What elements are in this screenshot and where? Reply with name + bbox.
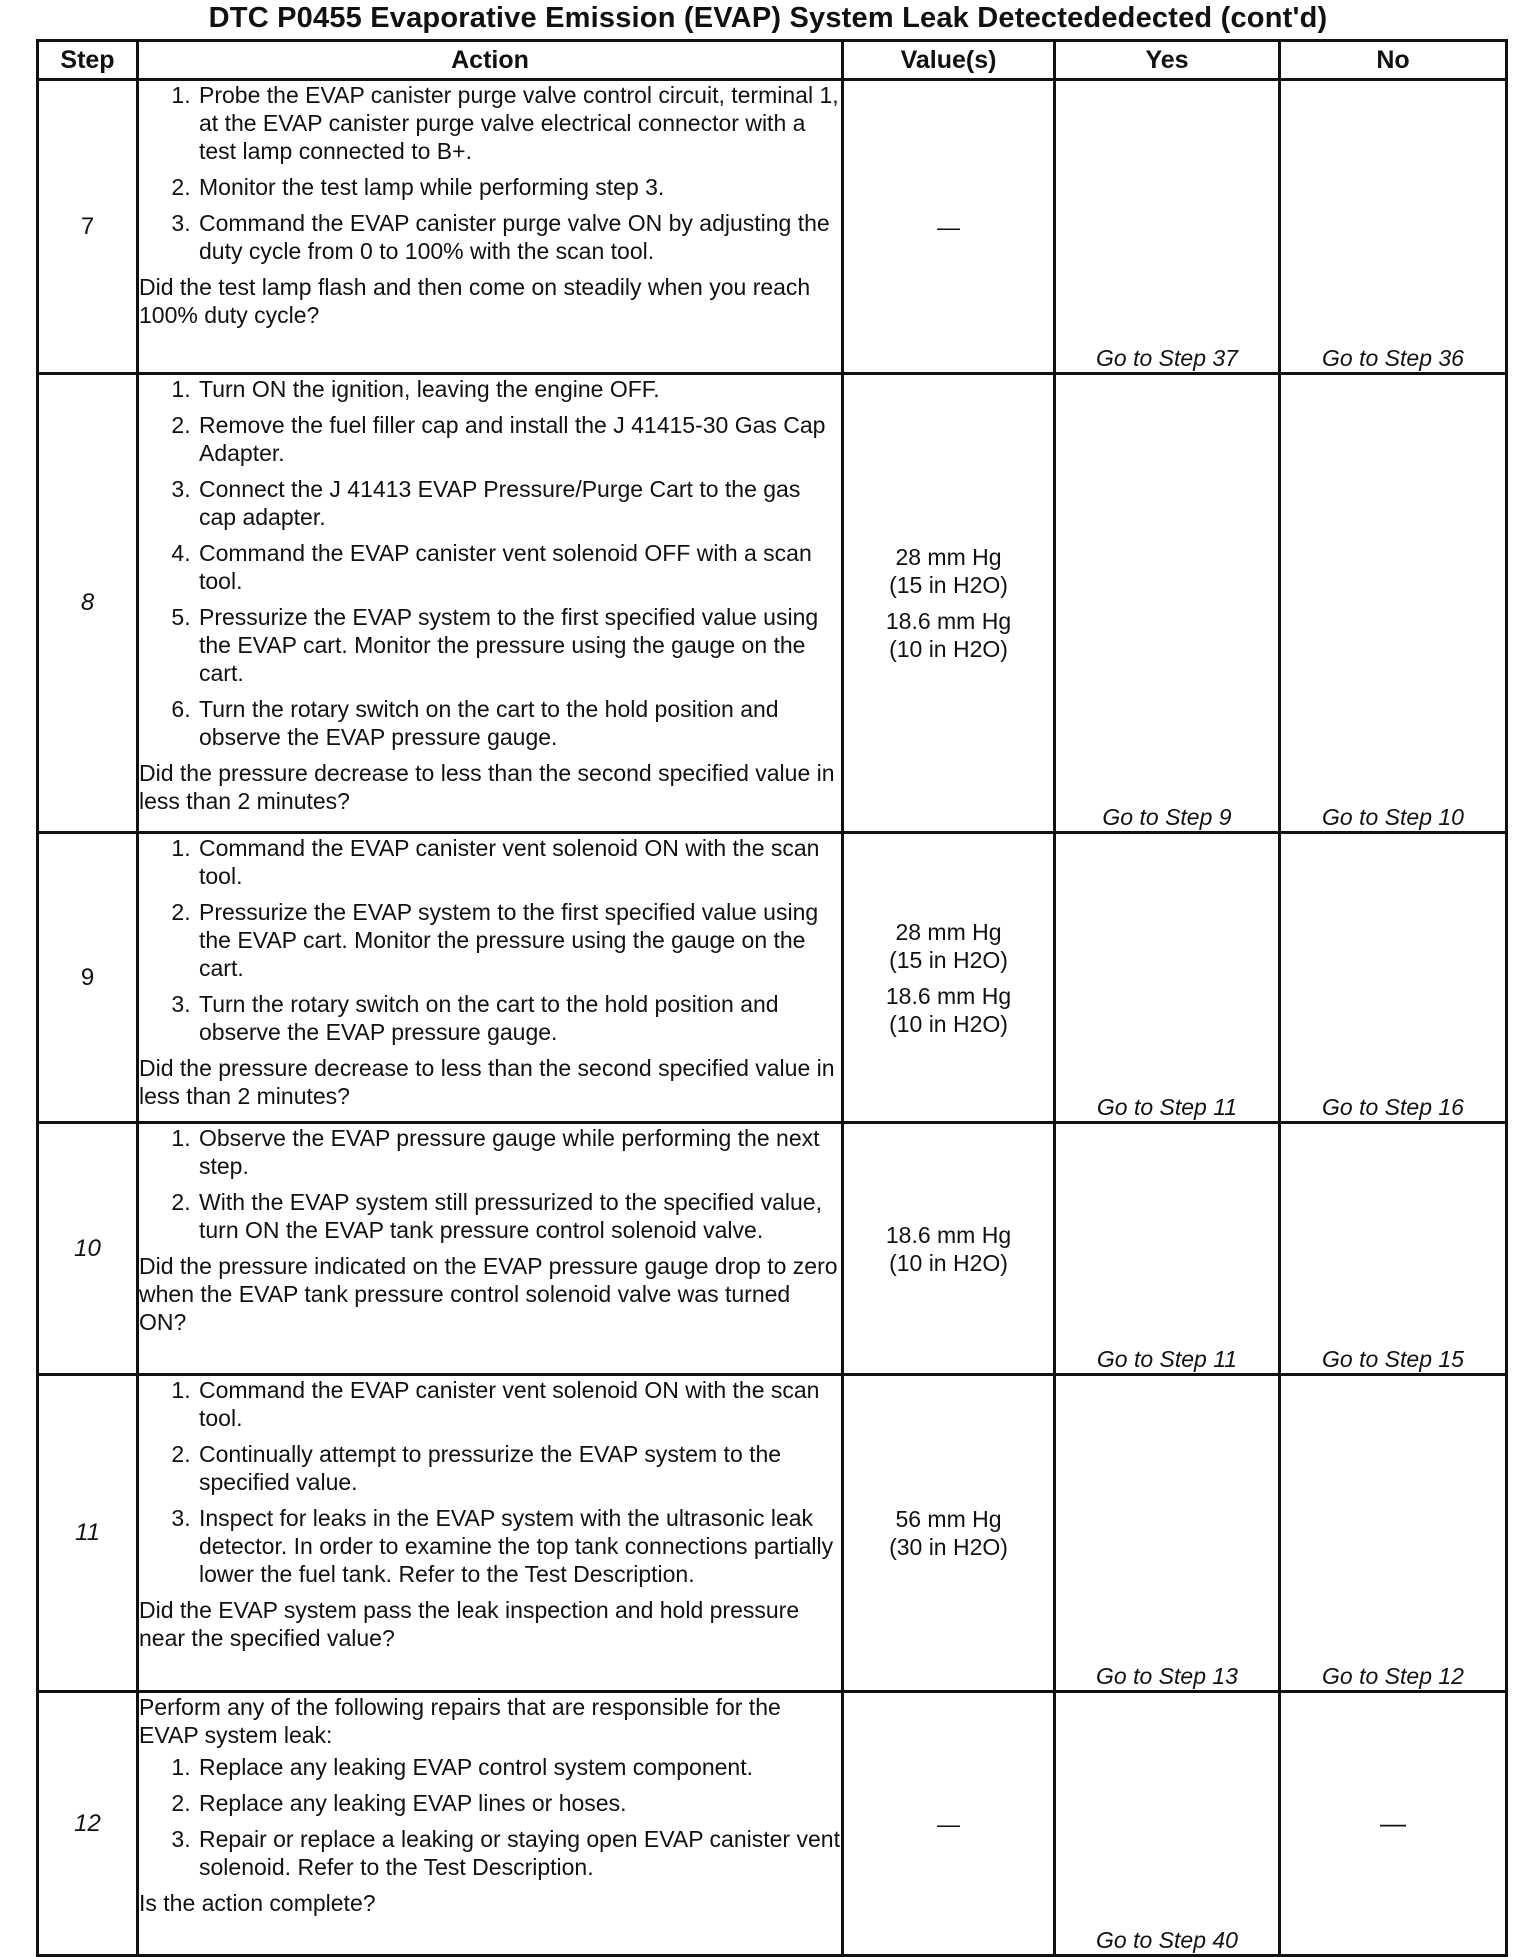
action-cell — [138, 374, 843, 833]
action-step: 4. Command the EVAP canister vent solenoid OFF with a scan tool. — [197, 539, 841, 595]
action-step: 1. Command the EVAP canister vent solenoid ON with the scan tool. — [197, 834, 841, 890]
action-step: 2. Replace any leaking EVAP lines or hoses. — [197, 1789, 841, 1817]
no-result: Go to Step 36 — [1280, 80, 1507, 374]
action-intro: Perform any of the following repairs that are responsible for the EVAP system leak: — [139, 1694, 781, 1748]
step-number: 12 — [38, 1692, 138, 1956]
action-step: 3. Repair or replace a leaking or staying open EVAP canister vent solenoid. Refer to the Test Description. — [197, 1825, 841, 1881]
yes-result: Go to Step 13 — [1055, 1375, 1280, 1692]
action-step: 5. Pressurize the EVAP system to the first specified value using the EVAP cart. Monitor the pressure using the gauge on the cart. — [197, 603, 841, 687]
action-step: 1. Replace any leaking EVAP control system component. — [197, 1753, 841, 1781]
value-cell — [843, 1123, 1055, 1375]
action-question: Did the pressure decrease to less than the second specified value in less than 2 minutes? — [139, 1055, 835, 1109]
action-question: Did the EVAP system pass the leak inspection and hold pressure near the specified value? — [139, 1597, 800, 1651]
value-cell — [843, 80, 1055, 374]
action-step: 3. Connect the J 41413 EVAP Pressure/Purge Cart to the gas cap adapter. — [197, 475, 841, 531]
value-text: 18.6 mm Hg — [885, 1221, 1012, 1248]
action-step: 2. With the EVAP system still pressurized to the specified value, turn ON the EVAP tank pressure control solenoid valve. — [197, 1188, 841, 1244]
column-header-yes: Yes — [1055, 41, 1280, 80]
step-number: 7 — [38, 80, 138, 374]
value-text: 18.6 mm Hg — [885, 982, 1012, 1009]
value-text: (15 in H2O) — [889, 946, 1008, 973]
no-result: Go to Step 16 — [1280, 833, 1507, 1123]
step-number: 9 — [38, 833, 138, 1123]
value-cell — [843, 374, 1055, 833]
action-question: Did the pressure indicated on the EVAP pressure gauge drop to zero when the EVAP tank pressure control solenoid valve was turned ON? — [139, 1253, 838, 1335]
column-header-no: No — [1280, 41, 1507, 80]
yes-result: Go to Step 11 — [1055, 1123, 1280, 1375]
action-step: 3. Command the EVAP canister purge valve ON by adjusting the duty cycle from 0 to 100% with the scan tool. — [197, 209, 841, 265]
action-step: 1. Turn ON the ignition, leaving the engine OFF. — [197, 375, 841, 403]
action-step: 1. Command the EVAP canister vent solenoid ON with the scan tool. — [197, 1376, 841, 1432]
value-text: 18.6 mm Hg — [885, 608, 1012, 634]
column-header-action: Action — [138, 41, 843, 80]
value-cell — [843, 1692, 1055, 1956]
action-steps-list — [139, 375, 841, 751]
no-result: Go to Step 10 — [1280, 374, 1507, 833]
value-text: — — [937, 213, 960, 240]
action-step: 2. Remove the fuel filler cap and install the J 41415-30 Gas Cap Adapter. — [197, 411, 841, 467]
value-text: (10 in H2O) — [889, 636, 1008, 662]
value-cell — [843, 833, 1055, 1123]
no-result: — — [1280, 1692, 1507, 1956]
table-row — [38, 80, 1507, 374]
value-text: 28 mm Hg — [895, 544, 1002, 570]
action-cell — [138, 833, 843, 1123]
yes-result: Go to Step 11 — [1055, 833, 1280, 1123]
table-row — [38, 1123, 1507, 1375]
value-text: (10 in H2O) — [889, 1249, 1008, 1276]
yes-result: Go to Step 9 — [1055, 374, 1280, 833]
value-text: (15 in H2O) — [889, 572, 1008, 598]
action-question: Is the action complete? — [139, 1890, 376, 1916]
value-text: 56 mm Hg — [895, 1506, 1002, 1532]
action-step: 3. Inspect for leaks in the EVAP system with the ultrasonic leak detector. In order to examine the top tank connections partially lower the fuel tank. Refer to the Test Description. — [197, 1504, 841, 1588]
action-cell — [138, 80, 843, 374]
table-row — [38, 1375, 1507, 1692]
table-header-row — [38, 41, 1507, 80]
yes-result: Go to Step 37 — [1055, 80, 1280, 374]
value-text: 28 mm Hg — [895, 918, 1002, 945]
value-text: (10 in H2O) — [889, 1010, 1008, 1037]
action-step: 2. Pressurize the EVAP system to the first specified value using the EVAP cart. Monitor the pressure using the gauge on the cart. — [197, 898, 841, 982]
action-cell — [138, 1123, 843, 1375]
action-cell — [138, 1375, 843, 1692]
diagnostic-table — [36, 39, 1508, 1957]
action-step: 1. Observe the EVAP pressure gauge while performing the next step. — [197, 1124, 841, 1180]
action-steps-list — [139, 1124, 841, 1244]
step-number: 11 — [38, 1375, 138, 1692]
no-result: Go to Step 12 — [1280, 1375, 1507, 1692]
action-steps-list — [139, 1753, 841, 1881]
action-step: 1. Probe the EVAP canister purge valve control circuit, terminal 1, at the EVAP canister purge valve electrical connector with a test lamp connected to B+. — [197, 81, 841, 165]
step-number: 10 — [38, 1123, 138, 1375]
action-steps-list — [139, 834, 841, 1046]
table-row — [38, 833, 1507, 1123]
page-title: DTC P0455 Evaporative Emission (EVAP) System Leak Detectededected (cont'd) — [208, 2, 1328, 34]
action-question: Did the pressure decrease to less than the second specified value in less than 2 minutes? — [139, 760, 835, 814]
action-question: Did the test lamp flash and then come on steadily when you reach 100% duty cycle? — [139, 274, 811, 328]
table-row — [38, 1692, 1507, 1956]
action-cell — [138, 1692, 843, 1956]
action-step: 6. Turn the rotary switch on the cart to the hold position and observe the EVAP pressure gauge. — [197, 695, 841, 751]
column-header-step: Step — [38, 41, 138, 80]
value-cell — [843, 1375, 1055, 1692]
step-number: 8 — [38, 374, 138, 833]
column-header-values: Value(s) — [843, 41, 1055, 80]
action-step: 2. Monitor the test lamp while performing step 3. — [197, 173, 841, 201]
action-step: 2. Continually attempt to pressurize the EVAP system to the specified value. — [197, 1440, 841, 1496]
no-result: Go to Step 15 — [1280, 1123, 1507, 1375]
value-text: (30 in H2O) — [889, 1534, 1008, 1560]
action-steps-list — [139, 1376, 841, 1588]
action-steps-list — [139, 81, 841, 265]
action-step: 3. Turn the rotary switch on the cart to the hold position and observe the EVAP pressure gauge. — [197, 990, 841, 1046]
value-text: — — [937, 1810, 960, 1837]
table-row — [38, 374, 1507, 833]
yes-result: Go to Step 40 — [1055, 1692, 1280, 1956]
